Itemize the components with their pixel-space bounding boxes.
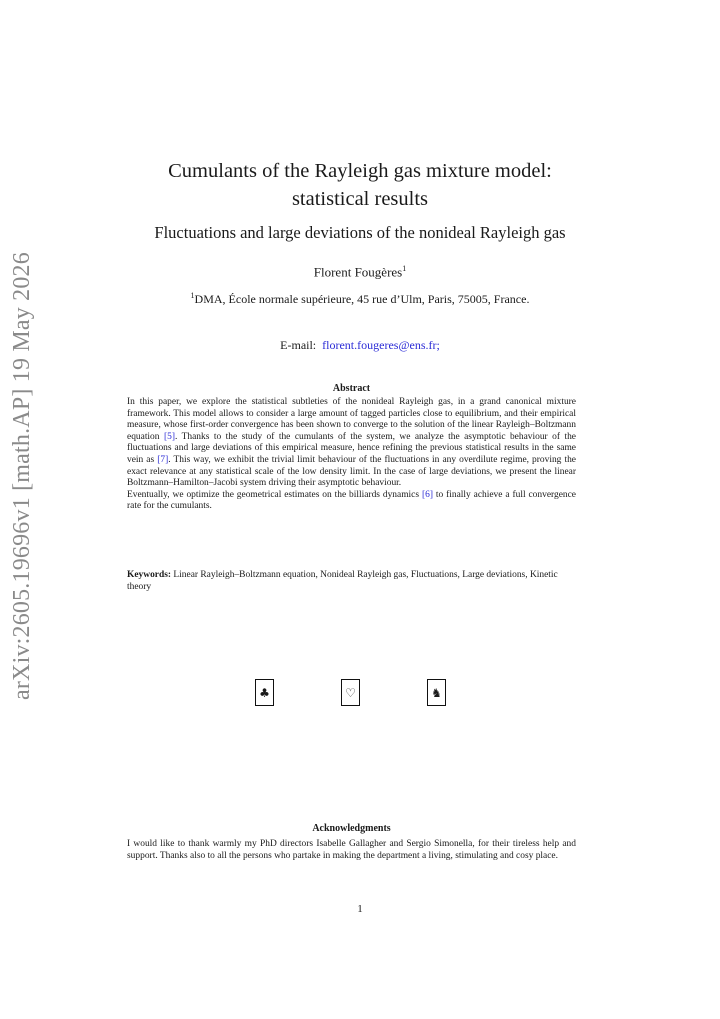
email-link[interactable]: florent.fougeres@ens.fr xyxy=(322,338,437,352)
author-line xyxy=(0,264,720,280)
abstract-body xyxy=(127,397,576,513)
author-name: Florent Fougères xyxy=(313,264,403,280)
email-suffix: ; xyxy=(436,338,440,352)
keywords-block xyxy=(127,570,576,593)
abstract-paragraph-2 xyxy=(127,490,576,513)
club-glyph: ♣ xyxy=(259,685,270,700)
abstract-text-1a: In this paper, we explore the statistical subtleties of the nonideal Rayleigh gas, in a grand canonical mixture framework. This model allows to consider a large amount of tagged particles close to equilibrium, and their empirical measure, whose first-order convergence has been shown to converge to the solution of the linear Rayleigh–Boltzmann equation xyxy=(127,397,576,442)
paper-subtitle: Fluctuations and large deviations of the nonideal Rayleigh gas xyxy=(154,223,566,242)
paper-title-line1: Cumulants of the Rayleigh gas mixture model: xyxy=(168,160,552,182)
abstract-paragraph-1 xyxy=(127,397,576,490)
citation-5[interactable]: [5] xyxy=(163,431,175,442)
page-number: 1 xyxy=(357,903,363,915)
keywords-label: Keywords: xyxy=(127,570,172,580)
acknowledgments-heading: Acknowledgments xyxy=(312,823,391,834)
knight-glyph: ♞ xyxy=(431,685,442,700)
keywords-text: Linear Rayleigh–Boltzmann equation, Nonideal Rayleigh gas, Fluctuations, Large deviations, Kinetic theory xyxy=(127,570,558,592)
author-superscript: 1 xyxy=(402,264,407,273)
club-ornament-icon xyxy=(255,679,274,706)
affiliation-text: DMA, École normale supérieure, 45 rue d’Ulm, Paris, 75005, France. xyxy=(194,292,530,306)
affiliation-line xyxy=(0,291,720,307)
citation-7[interactable]: [7] xyxy=(157,454,169,465)
knight-ornament-icon xyxy=(427,679,446,706)
abstract-text-1b: . Thanks to the study of the cumulants of the system, we analyze the asymptotic behaviour of the fluctuations and large deviations of this empirical measure, hence refining the previous statistical results in the same vein as xyxy=(127,431,576,465)
heart-glyph: ♡ xyxy=(345,685,356,700)
abstract-text-2b: to finally achieve a full convergence rate for the cumulants. xyxy=(127,489,576,512)
heart-ornament-icon xyxy=(341,679,360,706)
citation-6[interactable]: [6] xyxy=(421,489,433,500)
acknowledgments-text: I would like to thank warmly my PhD directors Isabelle Gallagher and Sergio Simonella, for their tireless help and support. Thanks also to all the persons who partake in making the department a living, stimulating and cosy place. xyxy=(127,839,576,861)
abstract-text-1c: . This way, we exhibit the trivial limit behaviour of the fluctuations in any overdilute regime, proving the exact relevance at any statistical scale of the low density limit. In the case of large deviations, we present the linear Boltzmann–Hamilton–Jacobi system driving their asymptotic behaviour. xyxy=(127,454,576,489)
abstract-text-2a: Eventually, we optimize the geometrical estimates on the billiards dynamics xyxy=(127,489,422,500)
email-label: E-mail: xyxy=(280,338,317,352)
arxiv-identifier: arXiv:2605.19696v1 [math.AP] 19 May 2026 xyxy=(9,252,35,700)
paper-title-line2: statistical results xyxy=(291,188,429,210)
affiliation-superscript: 1 xyxy=(190,291,195,300)
email-line xyxy=(0,338,720,353)
abstract-heading: Abstract xyxy=(332,383,371,394)
